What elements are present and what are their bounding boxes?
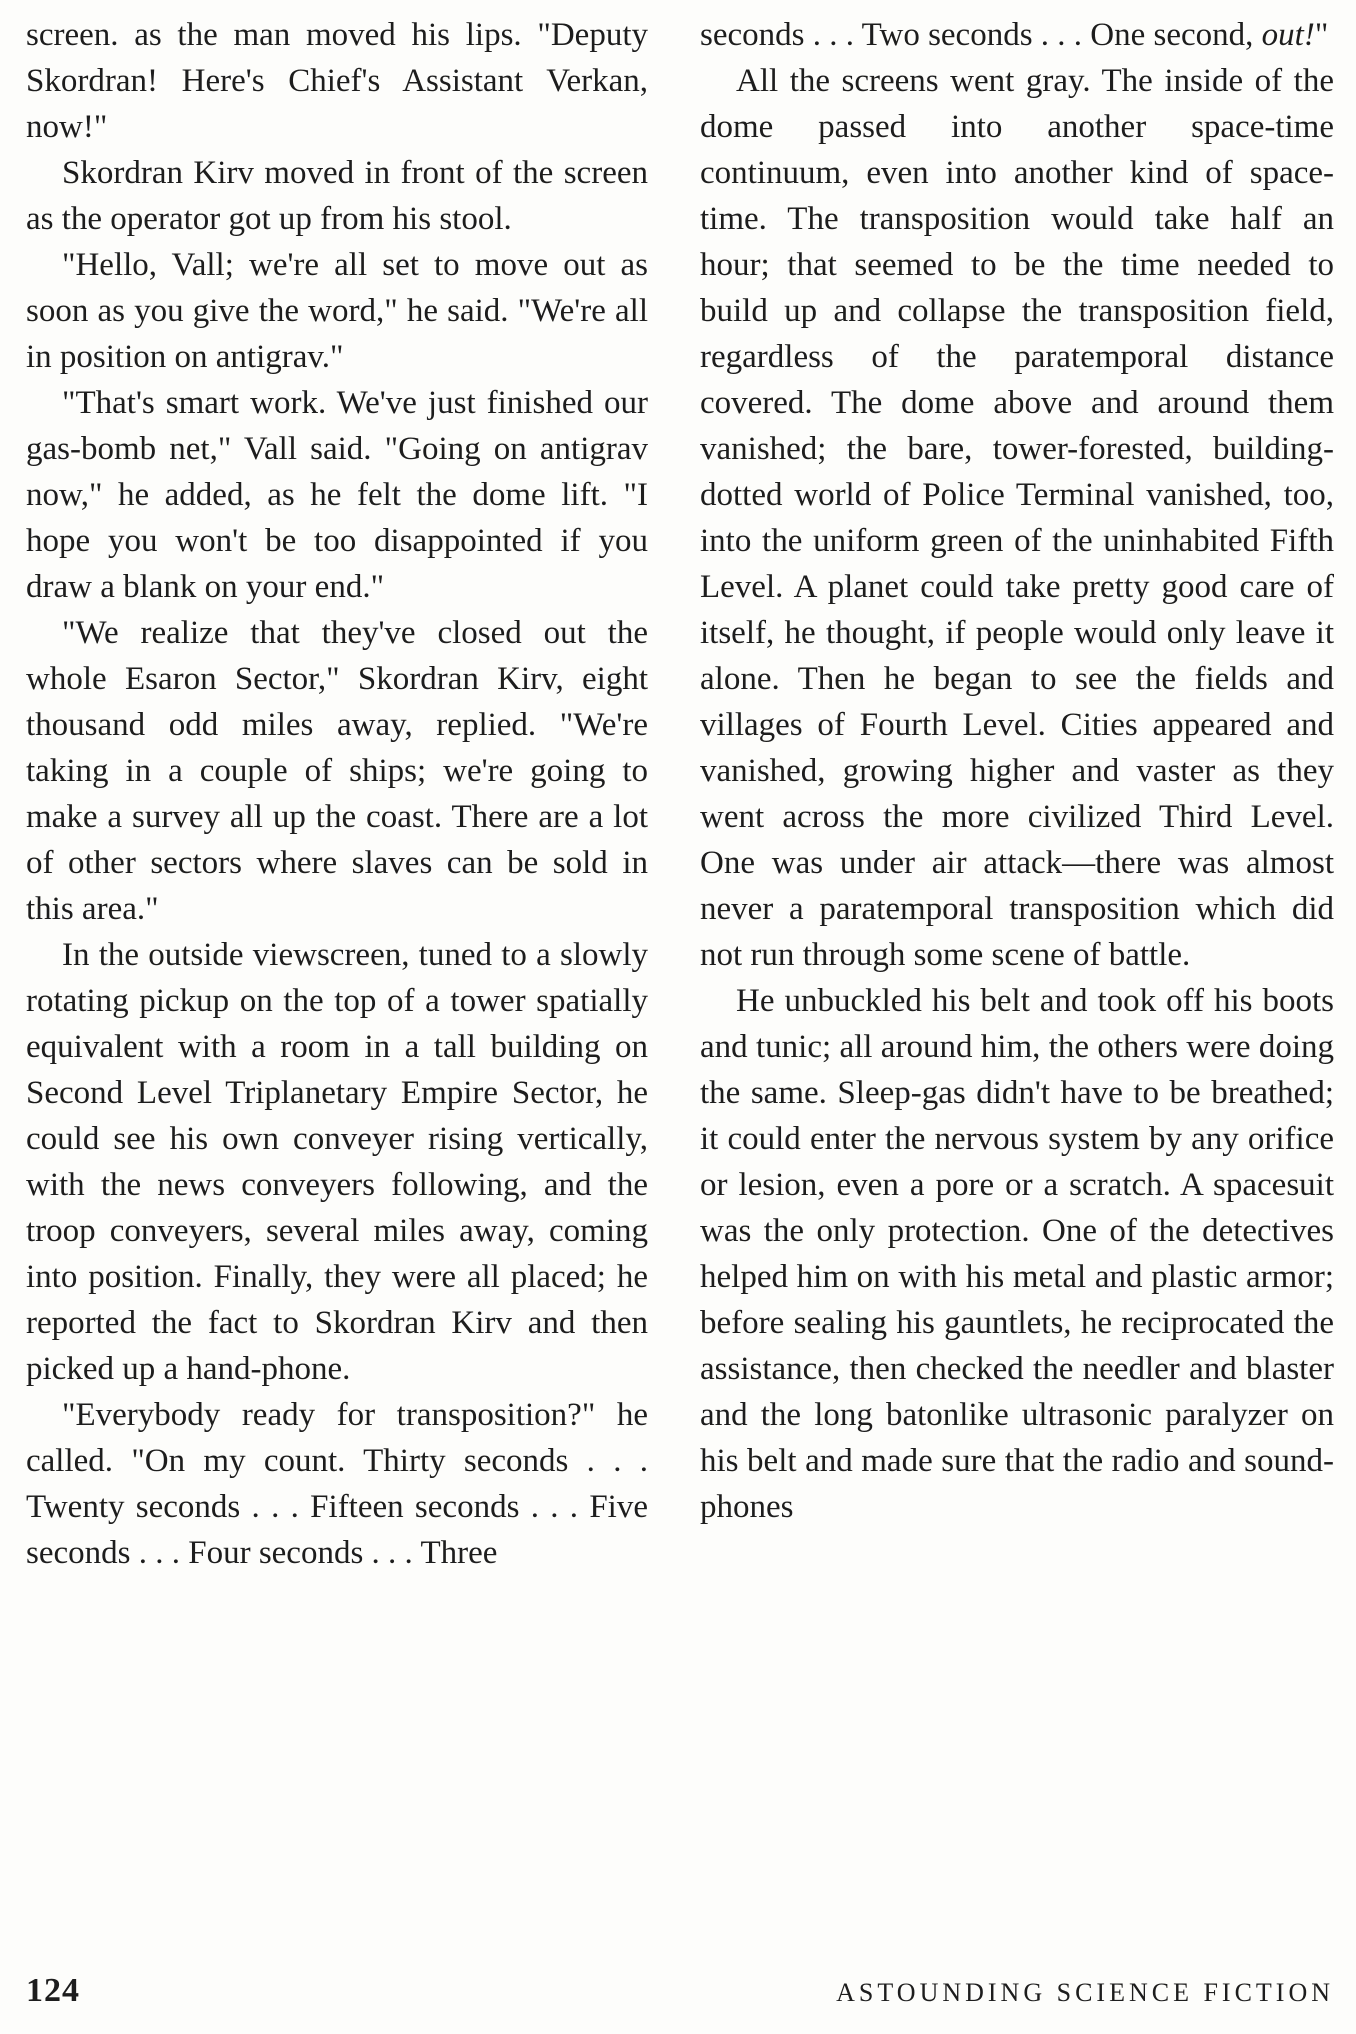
paragraph: He unbuckled his belt and took off his boots and tunic; all around him, the others were doing the same. Sleep-gas didn't have to be breathed; it could enter the nervous system by any orifice or lesion, even a pore or a scratch. A spacesuit was the only protection. One of the detectives helped him on with his metal and plastic armor; before sealing his gauntlets, he reciprocated the assistance, then checked the needler and blaster and the long batonlike ultrasonic paralyzer on his belt and made sure that the radio and sound-phones	[700, 983, 1334, 1525]
paragraph: All the screens went gray. The inside of the dome passed into another space-time continuum, even into another kind of space-time. The transposition would take half an hour; that seemed to be the time needed to build up and collapse the transposition field, regardless of the paratemporal distance covered. The dome above and around them vanished; the bare, tower-forested, building-dotted world of Police Terminal vanished, too, into the uniform green of the uninhabited Fifth Level. A planet could take pretty good care of itself, he thought, if people would only leave it alone. Then he began to see the fields and villages of Fourth Level. Cities appeared and vanished, growing higher and vaster as they went across the more civilized Third Level. One was under air attack—there was almost never a paratemporal transposition which did not run through some scene of battle.	[700, 63, 1334, 973]
running-title: ASTOUNDING SCIENCE FICTION	[836, 1978, 1334, 2007]
emphasized-text: out!	[1261, 17, 1315, 53]
page-number: 124	[26, 1972, 80, 2009]
paragraph: "We realize that they've closed out the whole Esaron Sector," Skordran Kirv, eight thousand odd miles away, replied. "We're taking in a couple of ships; we're going to make a survey all up the coast. There are a lot of other sectors where slaves can be sold in this area."	[26, 615, 648, 927]
left-column	[26, 12, 648, 1576]
paragraph: In the outside viewscreen, tuned to a slowly rotating pickup on the top of a tower spatially equivalent with a room in a tall building on Second Level Triplanetary Empire Sector, he could see his own conveyer rising vertically, with the news conveyers following, and the troop conveyers, several miles away, coming into position. Finally, they were all placed; he reported the fact to Skordran Kirv and then picked up a hand-phone.	[26, 937, 648, 1387]
text-run: seconds . . . Two seconds . . . One second,	[700, 17, 1262, 53]
paragraph: Skordran Kirv moved in front of the screen as the operator got up from his stool.	[26, 155, 648, 237]
paragraph: "Hello, Vall; we're all set to move out as soon as you give the word," he said. "We're all in position on antigrav."	[26, 247, 648, 375]
right-column	[700, 12, 1334, 1530]
paragraph-continued	[700, 12, 1334, 58]
paragraph: screen. as the man moved his lips. "Deputy Skordran! Here's Chief's Assistant Verkan, now!"	[26, 17, 648, 145]
page-footer	[26, 1972, 1334, 2010]
paragraph: "Everybody ready for transposition?" he called. "On my count. Thirty seconds . . . Twenty seconds . . . Fifteen seconds . . . Five seconds . . . Four seconds . . . Three	[26, 1397, 648, 1571]
text-run: "	[1314, 17, 1329, 53]
paragraph: "That's smart work. We've just finished our gas-bomb net," Vall said. "Going on antigrav now," he added, as he felt the dome lift. "I hope you won't be too disappointed if you draw a blank on your end."	[26, 385, 648, 605]
